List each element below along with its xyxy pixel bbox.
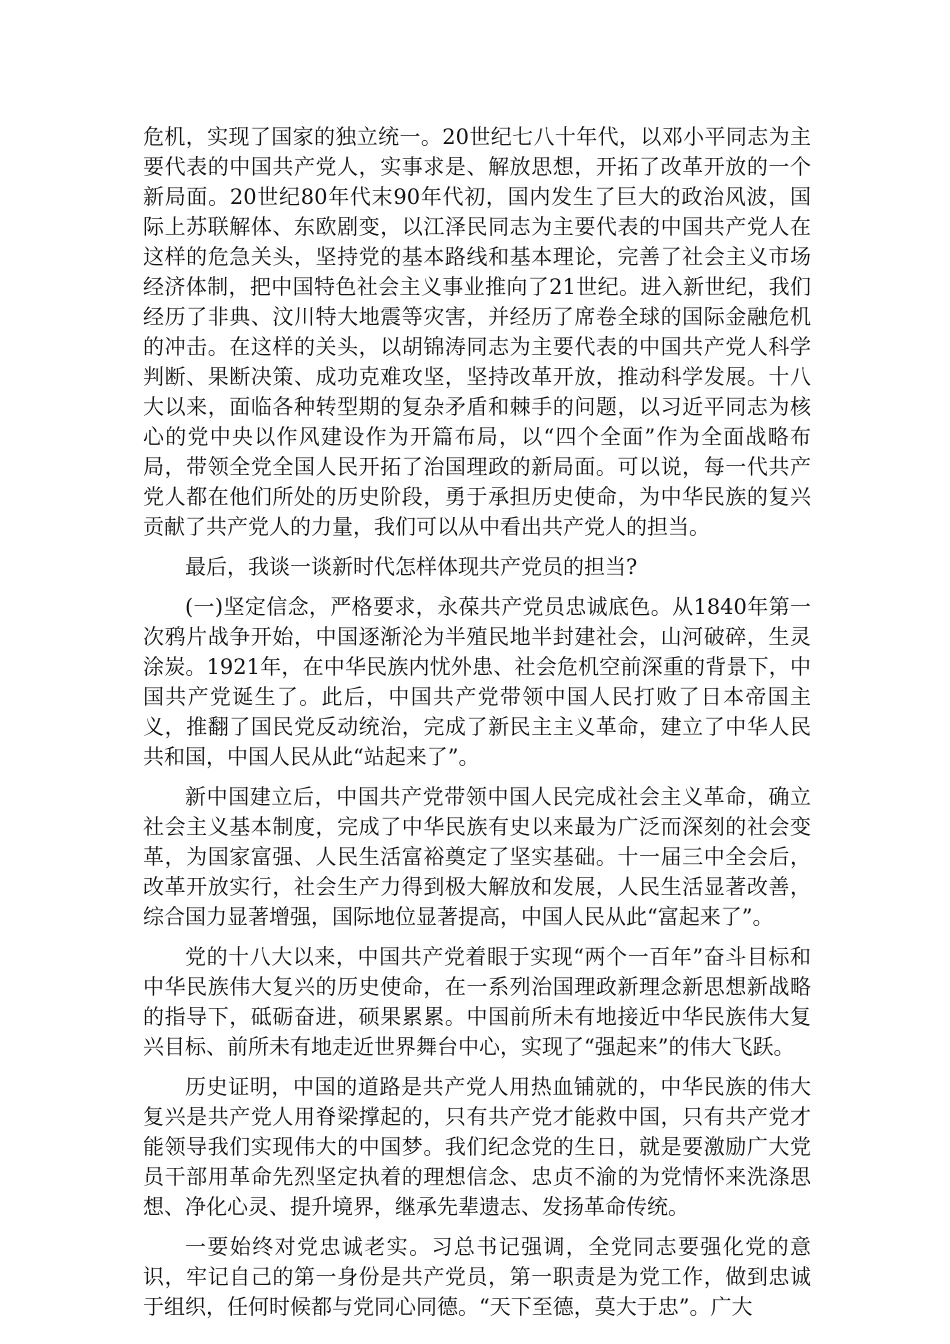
paragraph-history-proves: 历史证明，中国的道路是共产党人用热血铺就的，中华民族的伟大复兴是共产党人用脊梁撑起的，只有共产党才能救中国，只有共产党才能领导我们实现伟大的中国梦。我们纪念党的生日，就是要激励广大党员干部用革命先烈坚定执着的理想信念、忠贞不渝的为党情怀来洗涤思想、净化心灵、提升境界，继承先辈遗志、发扬革命传统。 bbox=[143, 1075, 811, 1219]
document-page bbox=[143, 122, 811, 1332]
paragraph-eighteenth-congress: 党的十八大以来，中国共产党着眼于实现“两个一百年”奋斗目标和中华民族伟大复兴的历史使命，在一系列治国理政新理念新思想新战略的指导下，砥砺奋进，硕果累累。中国前所未有地接近中华民族伟大复兴目标、前所未有地走近世界舞台中心，实现了“强起来”的伟大飞跃。 bbox=[143, 945, 811, 1059]
paragraph-heading-question: 最后，我谈一谈新时代怎样体现共产党员的担当? bbox=[185, 555, 638, 579]
paragraph-loyalty: 一要始终对党忠诚老实。习总书记强调，全党同志要强化党的意识，牢记自己的第一身份是共产党员，第一职责是为党工作，做到忠诚于组织，任何时候都与党同心同德。“天下至德，莫大于忠”。广大 bbox=[143, 1235, 811, 1319]
paragraph-section-one: (一)坚定信念，严格要求，永葆共产党员忠诚底色。从1840年第一次鸦片战争开始，中国逐渐沦为半殖民地半封建社会，山河破碎，生灵涂炭。1921年，在中华民族内忧外患、社会危机空前深重的背景下，中国共产党诞生了。此后，中国共产党带领中国人民打败了日本帝国主义，推翻了国民党反动统治，完成了新民主主义革命，建立了中华人民共和国，中国人民从此“站起来了”。 bbox=[143, 595, 811, 769]
paragraph-new-china: 新中国建立后，中国共产党带领中国人民完成社会主义革命，确立社会主义基本制度，完成了中华民族有史以来最为广泛而深刻的社会变革，为国家富强、人民生活富裕奠定了坚实基础。十一届三中全会后，改革开放实行，社会生产力得到极大解放和发展，人民生活显著改善，综合国力显著增强，国际地位显著提高，中国人民从此“富起来了”。 bbox=[143, 785, 811, 929]
paragraph-continuation: 危机，实现了国家的独立统一。20世纪七八十年代，以邓小平同志为主要代表的中国共产党人，实事求是、解放思想，开拓了改革开放的一个新局面。20世纪80年代末90年代初，国内发生了巨大的政治风波，国际上苏联解体、东欧剧变，以江泽民同志为主要代表的中国共产党人在这样的危急关头，坚持党的基本路线和基本理论，完善了社会主义市场经济体制，把中国特色社会主义事业推向了21世纪。进入新世纪，我们经历了非典、汶川特大地震等灾害，并经历了席卷全球的国际金融危机的冲击。在这样的关头，以胡锦涛同志为主要代表的中国共产党人科学判断、果断决策、成功克难攻坚，坚持改革开放，推动科学发展。十八大以来，面临各种转型期的复杂矛盾和棘手的问题，以习近平同志为核心的党中央以作风建设作为开篇布局，以“四个全面”作为全面战略布局，带领全党全国人民开拓了治国理政的新局面。可以说，每一代共产党人都在他们所处的历史阶段，勇于承担历史使命，为中华民族的复兴贡献了共产党人的力量，我们可以从中看出共产党人的担当。 bbox=[143, 125, 811, 539]
